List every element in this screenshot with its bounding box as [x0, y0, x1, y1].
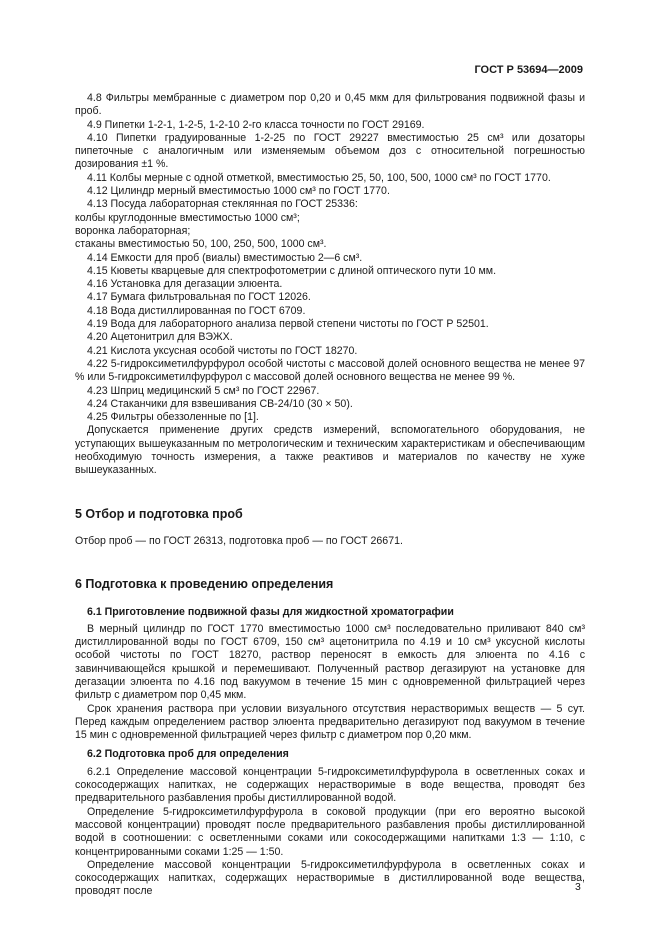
section-6-2-1-paragraph: 6.2.1 Определение массовой концентрации 5-гидроксиметилфурфурола в осветленных соках и сокосодержащих напитках, не содержащих нерастворимые в воде вещества, проводят без предварительного разбавления пробы дистиллированной водой.	[75, 765, 585, 805]
section-6-title: 6 Подготовка к проведению определения	[75, 577, 334, 592]
item-4-14: 4.14 Емкости для проб (виалы) вместимостью 2—6 см³.	[87, 251, 363, 264]
item-4-13-beakers: стаканы вместимостью 50, 100, 250, 500, 1000 см³.	[75, 238, 327, 251]
item-4-8: 4.8 Фильтры мембранные с диаметром пор 0,20 и 0,45 мкм для фильтрования подвижной фазы и проб.	[75, 92, 585, 118]
section-6-1-title: 6.1 Приготовление подвижной фазы для жидкостной хроматографии	[87, 605, 454, 618]
section-6-1-paragraph-2: Срок хранения раствора при условии визуального отсутствия нерастворимых веществ — 5 сут. Перед каждым определением раствор элюента предварительно дегазируют под вакуумом в течение 15 мин с одновременной фильтрацией через фильтр с диаметром пор 0,20 мкм.	[75, 702, 585, 742]
item-4-10: 4.10 Пипетки градуированные 1-2-25 по ГОСТ 29227 вместимостью 25 см³ или дозаторы пипеточные с аналогичным или изменяемым объемом доз с относительной погрешностью дозирования ±1 %.	[75, 131, 585, 171]
document-header: ГОСТ Р 53694—2009	[474, 64, 583, 76]
section-6-1-paragraph-1: В мерный цилиндр по ГОСТ 1770 вместимостью 1000 см³ последовательно приливают 840 см³ дистиллированной воды по ГОСТ 6709, 150 см³ ацетонитрила по 4.19 и 10 см³ уксусной кислоты особой чистоты по ГОСТ 18270, раствор переносят в емкость для элюента по 4.16 с завинчивающейся крышкой и перемешивают. Полученный раствор дегазируют на установке для дегазации элюента по 4.16 под вакуумом в течение 15 мин с одновременной фильтрацией через фильтр с диаметром пор 0,45 мкм.	[75, 622, 585, 702]
page-content	[75, 92, 585, 899]
item-4-13-flasks: колбы круглодонные вместимостью 1000 см³;	[75, 211, 300, 224]
item-4-9: 4.9 Пипетки 1-2-1, 1-2-5, 1-2-10 2-го класса точности по ГОСТ 29169.	[87, 118, 425, 131]
item-4-19: 4.19 Вода для лабораторного анализа первой степени чистоты по ГОСТ Р 52501.	[87, 318, 489, 331]
item-4-22: 4.22 5-гидроксиметилфурфурол особой чистоты с массовой долей основного вещества не менее 97 % или 5-гидроксиметилфурфурол с массовой долей основного вещества не менее 99 %.	[75, 357, 585, 384]
item-4-16: 4.16 Установка для дегазации элюента.	[87, 278, 283, 291]
item-4-17: 4.17 Бумага фильтровальная по ГОСТ 12026.	[87, 291, 311, 304]
item-4-20: 4.20 Ацетонитрил для ВЭЖХ.	[87, 331, 233, 344]
item-4-12: 4.12 Цилиндр мерный вместимостью 1000 см³ по ГОСТ 1770.	[87, 185, 390, 198]
item-4-13-funnel: воронка лабораторная;	[75, 224, 191, 237]
item-4-13: 4.13 Посуда лабораторная стеклянная по ГОСТ 25336:	[87, 198, 358, 211]
item-4-23: 4.23 Шприц медицинский 5 см³ по ГОСТ 22967.	[87, 384, 320, 397]
item-4-11: 4.11 Колбы мерные с одной отметкой, вместимостью 25, 50, 100, 500, 1000 см³ по ГОСТ 1770.	[87, 171, 551, 184]
item-4-15: 4.15 Кюветы кварцевые для спектрофотометрии с длиной оптического пути 10 мм.	[87, 264, 497, 277]
section-6-2-title: 6.2 Подготовка проб для определения	[87, 748, 289, 761]
section-6-2-paragraph-3: Определение массовой концентрации 5-гидроксиметилфурфурола в осветленных соках и сокосодержащих напитках, содержащих нерастворимые в дистиллированной воде вещества, проводят после	[75, 858, 585, 898]
item-4-24: 4.24 Стаканчики для взвешивания СВ-24/10 (30 × 50).	[87, 397, 353, 410]
section-6-2-paragraph-2: Определение 5-гидроксиметилфурфурола в соковой продукции (при его вероятно высокой массовой концентрации) проводят после предварительного разбавления пробы дистиллированной водой в соотношении: с осветленными соками или сокосодержащими напитками 1:3 — 1:10, с концентрированными соками 1:25 — 1:50.	[75, 805, 585, 858]
item-4-18: 4.18 Вода дистиллированная по ГОСТ 6709.	[87, 304, 306, 317]
allowance-paragraph: Допускается применение других средств измерений, вспомогательного оборудования, не уступающих вышеуказанным по метрологическим и техническим характеристикам и обеспечивающим необходимую точность измерения, а также реактивов и материалов по качеству не хуже вышеуказанных.	[75, 424, 585, 477]
section-5-title: 5 Отбор и подготовка проб	[75, 506, 243, 521]
section-5-text: Отбор проб — по ГОСТ 26313, подготовка проб — по ГОСТ 26671.	[75, 534, 403, 547]
page-number: 3	[575, 881, 581, 893]
item-4-25: 4.25 Фильтры обеззоленные по [1].	[87, 411, 259, 424]
item-4-21: 4.21 Кислота уксусная особой чистоты по ГОСТ 18270.	[87, 344, 358, 357]
